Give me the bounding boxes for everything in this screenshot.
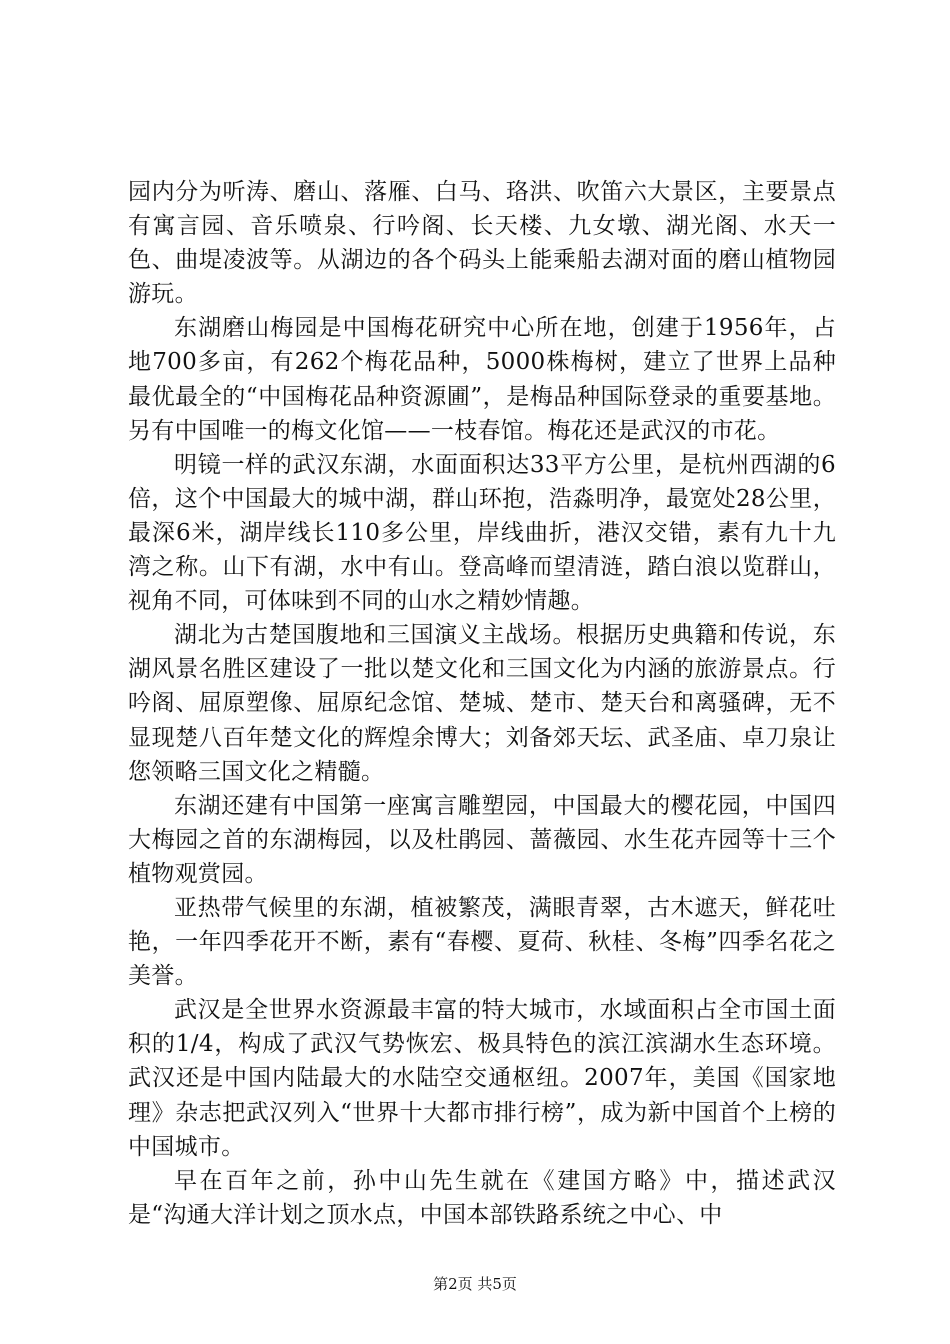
page-footer: 第2页 共5页 [433, 1275, 517, 1293]
paragraph: 早在百年之前，孙中山先生就在《建国方略》中，描述武汉是“沟通大洋计划之顶水点，中国本部铁路系统之中心、中 [128, 1167, 836, 1228]
document-body [128, 175, 836, 1232]
paragraph: 明镜一样的武汉东湖，水面面积达33平方公里，是杭州西湖的6倍，这个中国最大的城中湖，群山环抱，浩淼明净，最宽处28公里，最深6米，湖岸线长110多公里，岸线曲折，港汉交错，素有九十九湾之称。山下有湖，水中有山。登高峰而望清涟，踏白浪以览群山，视角不同，可体味到不同的山水之精妙情趣。 [128, 451, 836, 615]
paragraph: 亚热带气候里的东湖，植被繁茂，满眼青翠，古木遮天，鲜花吐艳，一年四季花开不断，素有“春樱、夏荷、秋桂、冬梅”四季名花之美誉。 [128, 894, 836, 990]
paragraph: 湖北为古楚国腹地和三国演义主战场。根据历史典籍和传说，东湖风景名胜区建设了一批以楚文化和三国文化为内涵的旅游景点。行吟阁、屈原塑像、屈原纪念馆、楚城、楚市、楚天台和离骚碑，无不显现楚八百年楚文化的辉煌余博大；刘备郊天坛、武圣庙、卓刀泉让您领略三国文化之精髓。 [128, 622, 836, 785]
paragraph: 园内分为听涛、磨山、落雁、白马、珞洪、吹笛六大景区，主要景点有寓言园、音乐喷泉、行吟阁、长天楼、九女墩、湖光阁、水天一色、曲堤凌波等。从湖边的各个码头上能乘船去湖对面的磨山植物园游玩。 [128, 179, 836, 308]
paragraph: 武汉是全世界水资源最丰富的特大城市，水域面积占全市国土面积的1/4，构成了武汉气势恢宏、极具特色的滨江滨湖水生态环境。武汉还是中国内陆最大的水陆空交通枢纽。2007年，美国《国家地理》杂志把武汉列入“世界十大都市排行榜”，成为新中国首个上榜的中国城市。 [128, 997, 836, 1160]
paragraph: 东湖磨山梅园是中国梅花研究中心所在地，创建于1956年，占地700多亩，有262个梅花品种，5000株梅树，建立了世界上品种最优最全的“中国梅花品种资源圃”，是梅品种国际登录的重要基地。另有中国唯一的梅文化馆——一枝春馆。梅花还是武汉的市花。 [128, 315, 836, 444]
paragraph: 东湖还建有中国第一座寓言雕塑园，中国最大的樱花园，中国四大梅园之首的东湖梅园，以及杜鹃园、蔷薇园、水生花卉园等十三个植物观赏园。 [128, 792, 836, 887]
